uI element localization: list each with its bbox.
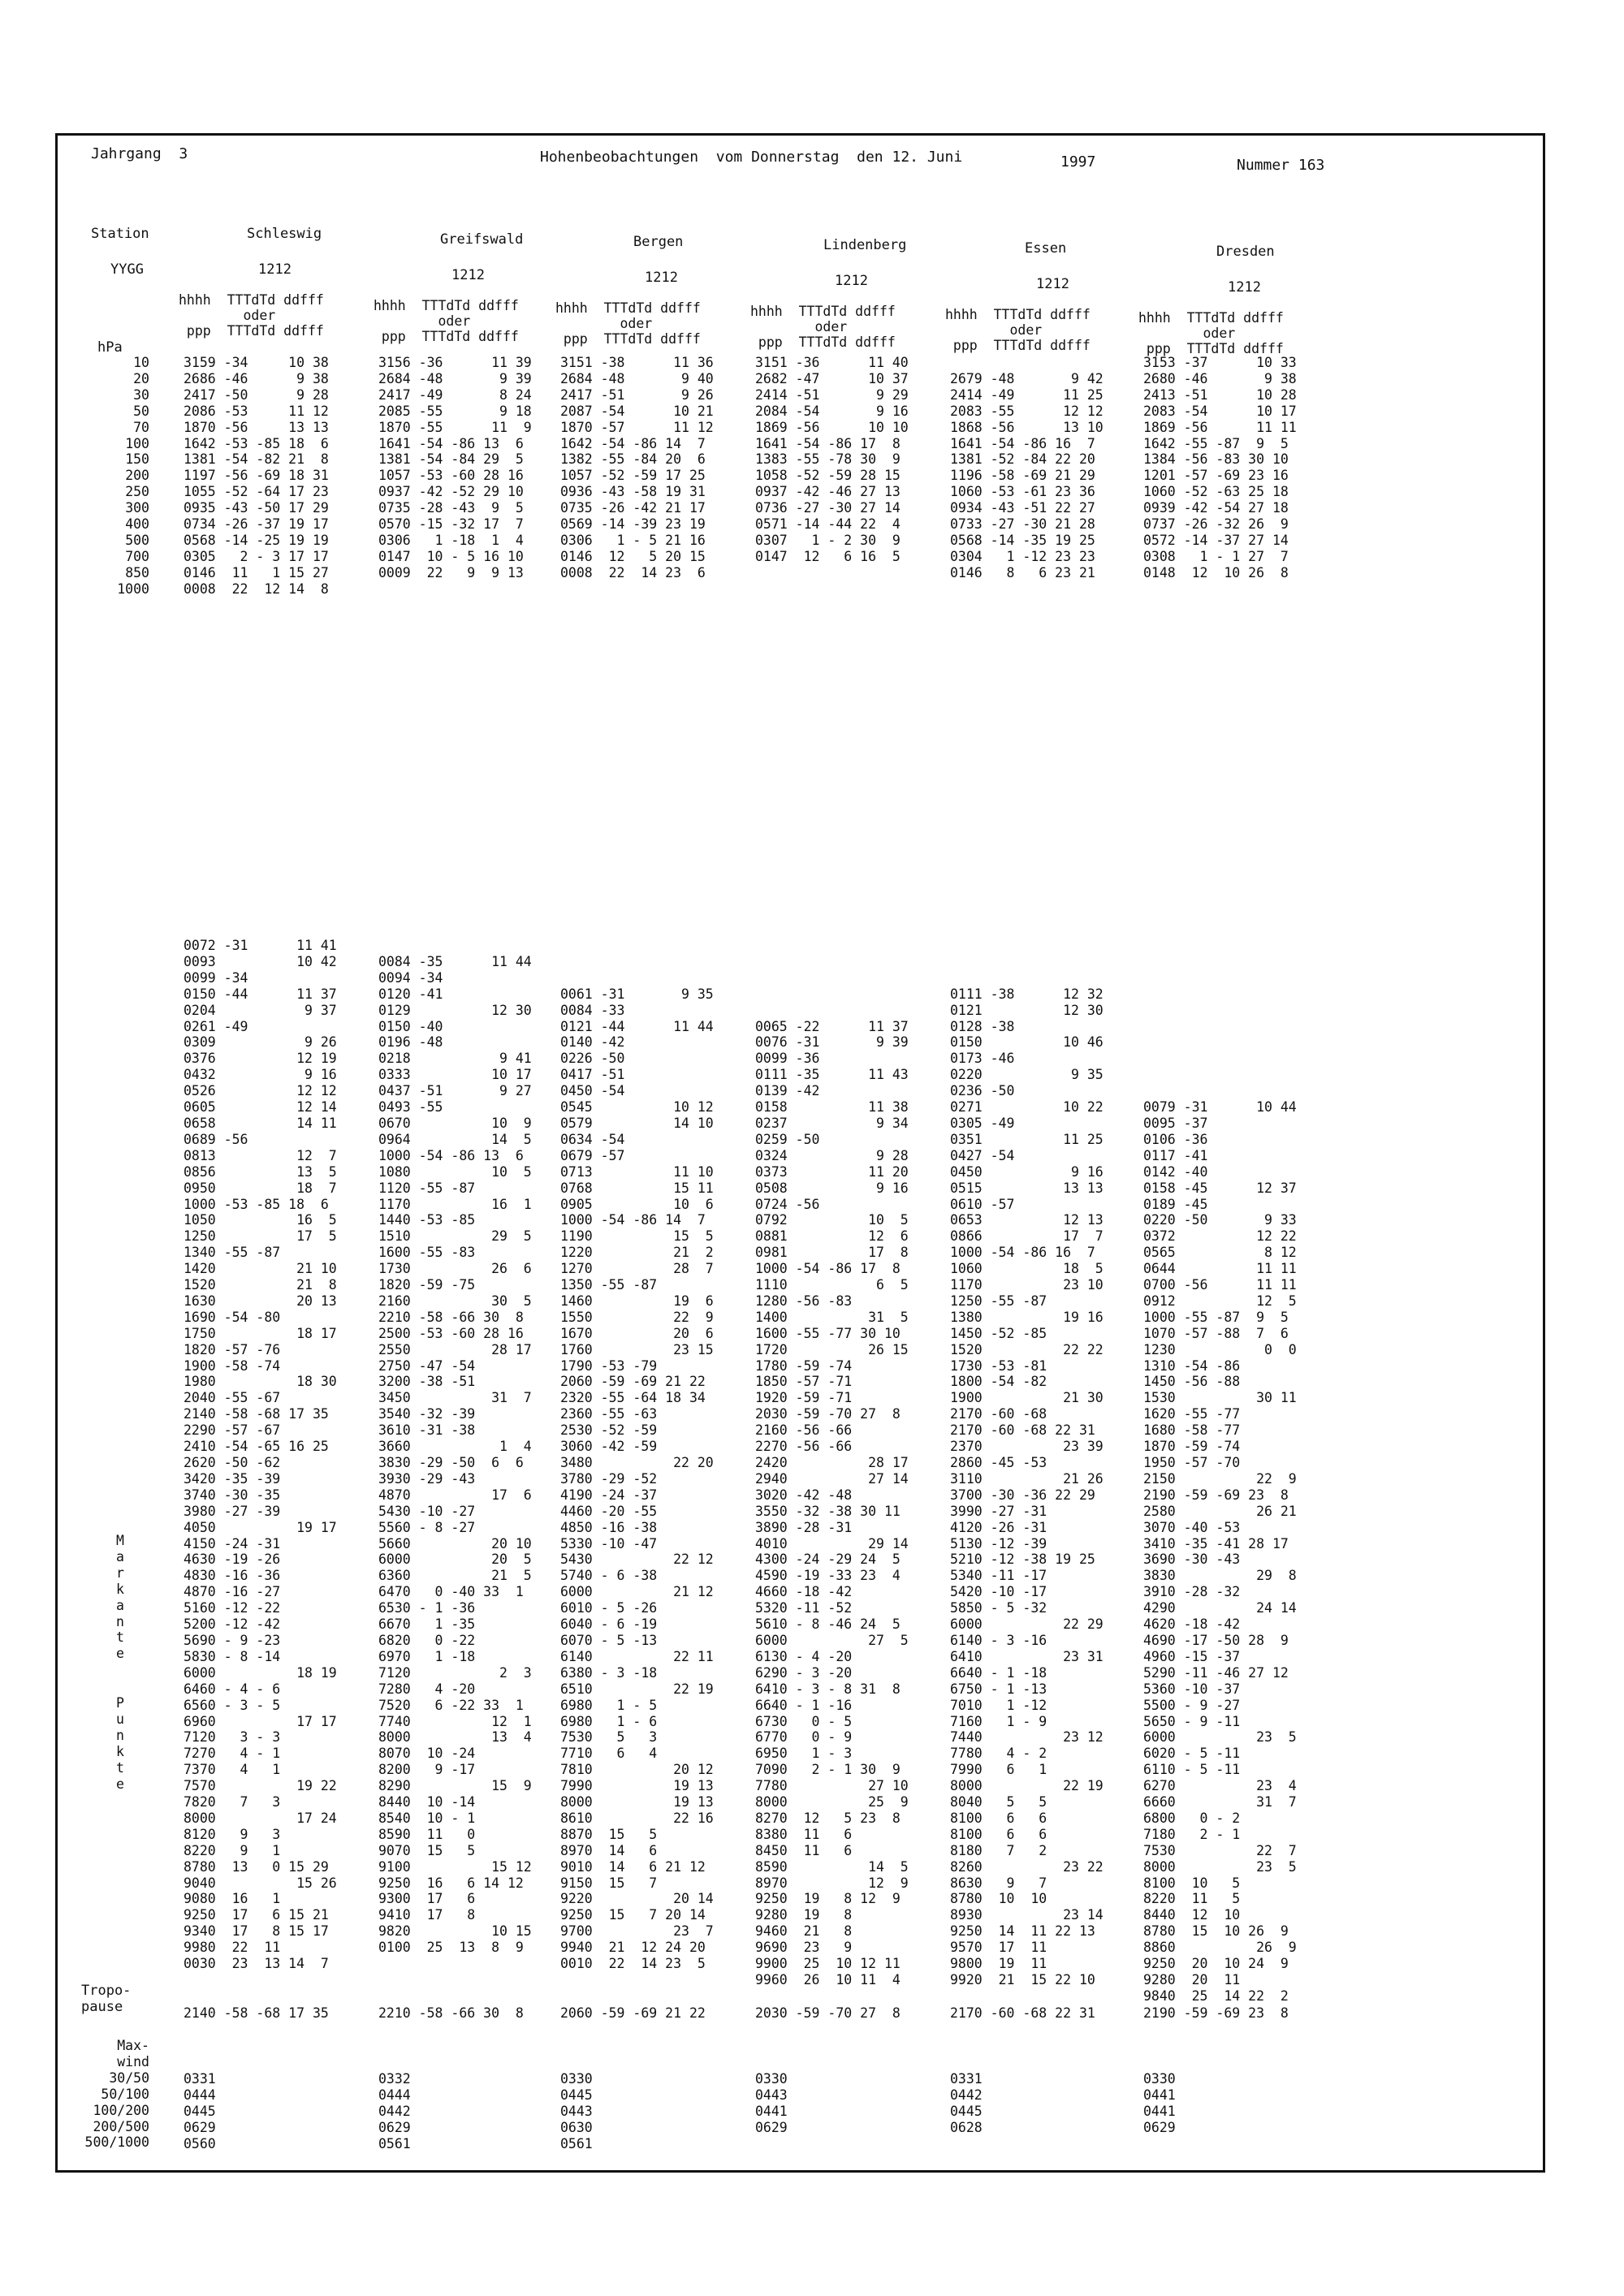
column-header: hhhh TTTdTd ddfff	[945, 307, 1091, 322]
max-wind-values: 0330 0443 0441 0629	[755, 2071, 788, 2135]
station-yygg: 1212	[1228, 279, 1261, 296]
significant-levels: 0084 -35 11 44 0094 -34 0120 -41 0129 12 30 0150 -40 0196 -48 0218 9 41 0333 10 17 0437 -51 9 27 0493 -55 0670 10 9 0964 14 5 1000 -54 -86 13 6 1080 10 5 1120 -55 -87 1170 16 1 1440 -53 -85 1510 29 5 1600 -55 -83 1730 26 6 1820 -59 -75 2160 30 5 2210 -58 -66 30 8 2500 -53 -60 28 16 2550 28 17 2750 -47 -54 3200 -38 -51 3450 31 7 3540 -32 -39 3610 -31 -38 3660 1 4 3830 -29 -50 6 6 3930 -29 -43 4870 17 6 5430 -10 -27 5560 - 8 -27 5660 20 10 6000 20 5 6360 21 5 6470 0 -40 33 1 6530 - 1 -36 6670 1 -35 6820 0 -22 6970 1 -18 7120 2 3 7280 4 -20 7520 6 -22 33 1 7740 12 1 8000 13 4 8070 10 -24 8200 9 -17 8290 15 9 8440 10 -14 8540 10 - 1 8590 11 0 9070 15 5 9100 15 12 9250 16 6 14 12 9300 17 6 9410 17 8 9820 10 15 0100 25 13 8 9	[378, 953, 532, 1956]
station-name: Lindenberg	[823, 237, 907, 253]
max-wind-values: 0330 0441 0441 0629	[1143, 2071, 1176, 2135]
column-header-oder: oder	[374, 313, 471, 329]
column-header: hhhh TTTdTd ddfff	[1138, 310, 1284, 326]
column-header: hhhh TTTdTd ddfff	[374, 298, 519, 313]
significant-levels: 0111 -38 12 32 0121 12 30 0128 -38 0150 10 46 0173 -46 0220 9 35 0236 -50 0271 10 22 0305 -49 0351 11 25 0427 -54 0450 9 16 0515 13 13 0610 -57 0653 12 13 0866 17 7 1000 -54 -86 16 7 1060 18 5 1170 23 10 1250 -55 -87 1380 19 16 1450 -52 -85 1520 22 22 1730 -53 -81 1800 -54 -82 1900 21 30 2170 -60 -68 2170 -60 -68 22 31 2370 23 39 2860 -45 -53 3110 21 26 3700 -30 -36 22 29 3990 -27 -31 4120 -26 -31 5130 -12 -39 5210 -12 -38 19 25 5340 -11 -17 5420 -10 -17 5850 - 5 -32 6000 22 29 6140 - 3 -16 6410 23 31 6640 - 1 -18 6750 - 1 -13 7010 1 -12 7160 1 - 9 7440 23 12 7780 4 - 2 7990 6 1 8000 22 19 8040 5 5 8100 6 6 8100 6 6 8180 7 2 8260 23 22 8630 9 7 8780 10 10 8930 23 14 9250 14 11 22 13 9570 17 11 9800 19 11 9920 21 15 22 10	[950, 986, 1104, 1987]
station-yygg: 1212	[645, 270, 678, 286]
max-wind-values: 0330 0445 0443 0630 0561	[560, 2071, 593, 2151]
column-header: hhhh TTTdTd ddfff	[750, 304, 896, 319]
tropopause-values: 2210 -58 -66 30 8	[378, 2005, 524, 2021]
standard-levels: 3151 -36 11 40 2682 -47 10 37 2414 -51 9 29 2084 -54 9 16 1869 -56 10 10 1641 -54 -86 17 8 1383 -55 -78 30 9 1058 -52 -59 28 15 0937 -42 -46 27 13 0736 -27 -30 27 14 0571 -14 -44 22 4 0307 1 - 2 30 9 0147 12 6 16 5	[755, 355, 909, 564]
column-header-oder: oder	[1138, 326, 1236, 341]
station-yygg: 1212	[258, 261, 292, 278]
tropopause-values: 2170 -60 -68 22 31	[950, 2005, 1095, 2021]
standard-levels: 3159 -34 10 38 2686 -46 9 38 2417 -50 9 28 2086 -53 11 12 1870 -56 13 13 1642 -53 -85 18 6 1381 -54 -82 21 8 1197 -56 -69 18 31 1055 -52 -64 17 23 0935 -43 -50 17 29 0734 -26 -37 19 17 0568 -14 -25 19 19 0305 2 - 3 17 17 0146 11 1 15 27 0008 22 12 14 8	[184, 355, 329, 597]
tropopause-values: 2190 -59 -69 23 8	[1143, 2005, 1289, 2021]
tropopause-label: Tropo- pause	[81, 1983, 132, 2015]
tropopause-values: 2140 -58 -68 17 35	[184, 2005, 329, 2021]
station-yygg: 1212	[1036, 276, 1069, 292]
significant-levels: 0079 -31 10 44 0095 -37 0106 -36 0117 -41 0142 -40 0158 -45 12 37 0189 -45 0220 -50 9 33 0372 12 22 0565 8 12 0644 11 11 0700 -56 11 11 0912 12 5 1000 -55 -87 9 5 1070 -57 -88 7 6 1230 0 0 1310 -54 -86 1450 -56 -88 1530 30 11 1620 -55 -77 1680 -58 -77 1870 -59 -74 1950 -57 -70 2150 22 9 2190 -59 -69 23 8 2580 26 21 3070 -40 -53 3410 -35 -41 28 17 3690 -30 -43 3830 29 8 3910 -28 -32 4290 24 14 4620 -18 -42 4690 -17 -50 28 9 4960 -15 -37 5290 -11 -46 27 12 5360 -10 -37 5500 - 9 -27 5650 - 9 -11 6000 23 5 6020 - 5 -11 6110 - 5 -11 6270 23 4 6660 31 7 6800 0 - 2 7180 2 - 1 7530 22 7 8000 23 5 8100 10 5 8220 11 5 8440 12 10 8780 15 10 26 9 8860 26 9 9250 20 10 24 9 9280 20 11 9840 25 14 22 2	[1143, 1099, 1297, 2004]
jahrgang: Jahrgang 3	[91, 145, 188, 162]
column-header-ppp: ppp TTTdTd ddfff	[1138, 341, 1284, 356]
significant-levels: 0061 -31 9 35 0084 -33 0121 -44 11 44 0140 -42 0226 -50 0417 -51 0450 -54 0545 10 12 0579 14 10 0634 -54 0679 -57 0713 11 10 0768 15 11 0905 10 6 1000 -54 -86 14 7 1190 15 5 1220 21 2 1270 28 7 1350 -55 -87 1460 19 6 1550 22 9 1670 20 6 1760 23 15 1790 -53 -79 2060 -59 -69 21 22 2320 -55 -64 18 34 2360 -55 -63 2530 -52 -59 3060 -42 -59 3480 22 20 3780 -29 -52 4190 -24 -37 4460 -20 -55 4850 -16 -38 5330 -10 -47 5430 22 12 5740 - 6 -38 6000 21 12 6010 - 5 -26 6040 - 6 -19 6070 - 5 -13 6140 22 11 6380 - 3 -18 6510 22 19 6980 1 - 5 6980 1 - 6 7530 5 3 7710 6 4 7810 20 12 7990 19 13 8000 19 13 8610 22 16 8870 15 5 8970 14 6 9010 14 6 21 12 9150 15 7 9220 20 14 9250 15 7 20 14 9700 23 7 9940 21 12 24 20 0010 22 14 23 5	[560, 986, 714, 1972]
column-header: hhhh TTTdTd ddfff	[179, 292, 324, 308]
tropopause-values: 2030 -59 -70 27 8	[755, 2005, 901, 2021]
max-wind-values: 0331 0442 0445 0628	[950, 2071, 983, 2135]
station-label: Station	[91, 226, 149, 242]
station-name: Greifswald	[440, 231, 524, 248]
page-title: Hohenbeobachtungen vom Donnerstag den 12. Juni	[540, 149, 963, 166]
year: 1997	[1060, 153, 1096, 170]
station-yygg: 1212	[451, 267, 485, 283]
column-header-oder: oder	[179, 308, 276, 323]
station-name: Essen	[1025, 240, 1067, 257]
station-name: Schleswig	[247, 226, 322, 242]
hpa-label: hPa	[97, 339, 123, 356]
standard-levels: 2679 -48 9 42 2414 -49 11 25 2083 -55 12 12 1868 -56 13 10 1641 -54 -86 16 7 1381 -52 -84 22 20 1196 -58 -69 21 29 1060 -53 -61 23 36 0934 -43 -51 22 27 0733 -27 -30 21 28 0568 -14 -35 19 25 0304 1 -12 23 23 0146 8 6 23 21	[950, 370, 1104, 580]
tropopause-values: 2060 -59 -69 21 22	[560, 2005, 706, 2021]
column-header-ppp: ppp TTTdTd ddfff	[179, 323, 324, 339]
column-header-ppp: ppp TTTdTd ddfff	[945, 338, 1091, 353]
max-wind-values: 0331 0444 0445 0629 0560	[184, 2071, 216, 2151]
pressure-levels: 10 20 30 50 70 100 150 200 250 300 400 500 700 850 1000	[117, 355, 149, 597]
station-yygg: 1212	[835, 273, 868, 289]
column-header: hhhh TTTdTd ddfff	[555, 300, 701, 316]
column-header-oder: oder	[555, 316, 653, 331]
standard-levels: 3151 -38 11 36 2684 -48 9 40 2417 -51 9 26 2087 -54 10 21 1870 -57 11 12 1642 -54 -86 14 7 1382 -55 -84 20 6 1057 -52 -59 17 25 0936 -43 -58 19 31 0735 -26 -42 21 17 0569 -14 -39 23 19 0306 1 - 5 21 16 0146 12 5 20 15 0008 22 14 23 6	[560, 355, 714, 580]
column-header-oder: oder	[945, 322, 1043, 338]
standard-levels: 3156 -36 11 39 2684 -48 9 39 2417 -49 8 24 2085 -55 9 18 1870 -55 11 9 1641 -54 -86 13 6 1381 -54 -84 29 5 1057 -53 -60 28 16 0937 -42 -52 29 10 0735 -28 -43 9 5 0570 -15 -32 17 7 0306 1 -18 1 4 0147 10 - 5 16 10 0009 22 9 9 13	[378, 355, 532, 580]
station-name: Dresden	[1216, 244, 1275, 260]
significant-levels: 0065 -22 11 37 0076 -31 9 39 0099 -36 0111 -35 11 43 0139 -42 0158 11 38 0237 9 34 0259 -50 0324 9 28 0373 11 20 0508 9 16 0724 -56 0792 10 5 0881 12 6 0981 17 8 1000 -54 -86 17 8 1110 6 5 1280 -56 -83 1400 31 5 1600 -55 -77 30 10 1720 26 15 1780 -59 -74 1850 -57 -71 1920 -59 -71 2030 -59 -70 27 8 2160 -56 -66 2270 -56 -66 2420 28 17 2940 27 14 3020 -42 -48 3550 -32 -38 30 11 3890 -28 -31 4010 29 14 4300 -24 -29 24 5 4590 -19 -33 23 4 4660 -18 -42 5320 -11 -52 5610 - 8 -46 24 5 6000 27 5 6130 - 4 -20 6290 - 3 -20 6410 - 3 - 8 31 8 6640 - 1 -16 6730 0 - 5 6770 0 - 9 6950 1 - 3 7090 2 - 1 30 9 7780 27 10 8000 25 9 8270 12 5 23 8 8380 11 6 8450 11 6 8590 14 5 8970 12 9 9250 19 8 12 9 9280 19 8 9460 21 8 9690 23 9 9900 25 10 12 11 9960 26 10 11 4	[755, 1018, 909, 1987]
station-name: Bergen	[633, 234, 684, 250]
significant-levels: 0072 -31 11 41 0093 10 42 0099 -34 0150 -44 11 37 0204 9 37 0261 -49 0309 9 26 0376 12 19 0432 9 16 0526 12 12 0605 12 14 0658 14 11 0689 -56 0813 12 7 0856 13 5 0950 18 7 1000 -53 -85 18 6 1050 16 5 1250 17 5 1340 -55 -87 1420 21 10 1520 21 8 1630 20 13 1690 -54 -80 1750 18 17 1820 -57 -76 1900 -58 -74 1980 18 30 2040 -55 -67 2140 -58 -68 17 35 2290 -57 -67 2410 -54 -65 16 25 2620 -50 -62 3420 -35 -39 3740 -30 -35 3980 -27 -39 4050 19 17 4150 -24 -31 4630 -19 -26 4830 -16 -36 4870 -16 -27 5160 -12 -22 5200 -12 -42 5690 - 9 -23 5830 - 8 -14 6000 18 19 6460 - 4 - 6 6560 - 3 - 5 6960 17 17 7120 3 - 3 7270 4 - 1 7370 4 1 7570 19 22 7820 7 3 8000 17 24 8120 9 3 8220 9 1 8780 13 0 15 29 9040 15 26 9080 16 1 9250 17 6 15 21 9340 17 8 15 17 9980 22 11 0030 23 13 14 7	[184, 938, 337, 1972]
column-header-ppp: ppp TTTdTd ddfff	[750, 334, 896, 350]
issue-number: Nummer 163	[1237, 157, 1325, 174]
maxwind-label: Max- wind 30/50 50/100 100/200 200/500 500/1000	[84, 2038, 149, 2151]
markante-label: M a r k a n t e	[116, 1533, 124, 1662]
column-header-ppp: ppp TTTdTd ddfff	[555, 331, 701, 347]
column-header-ppp: ppp TTTdTd ddfff	[374, 329, 519, 344]
max-wind-values: 0332 0444 0442 0629 0561	[378, 2071, 411, 2151]
yygg-label: YYGG	[110, 261, 144, 278]
punkte-label: P u n k t e	[116, 1695, 124, 1792]
standard-levels: 3153 -37 10 33 2680 -46 9 38 2413 -51 10 28 2083 -54 10 17 1869 -56 11 11 1642 -55 -87 9 5 1384 -56 -83 30 10 1201 -57 -69 23 16 1060 -52 -63 25 18 0939 -42 -54 27 18 0737 -26 -32 26 9 0572 -14 -37 27 14 0308 1 - 1 27 7 0148 12 10 26 8	[1143, 355, 1297, 580]
column-header-oder: oder	[750, 319, 848, 334]
